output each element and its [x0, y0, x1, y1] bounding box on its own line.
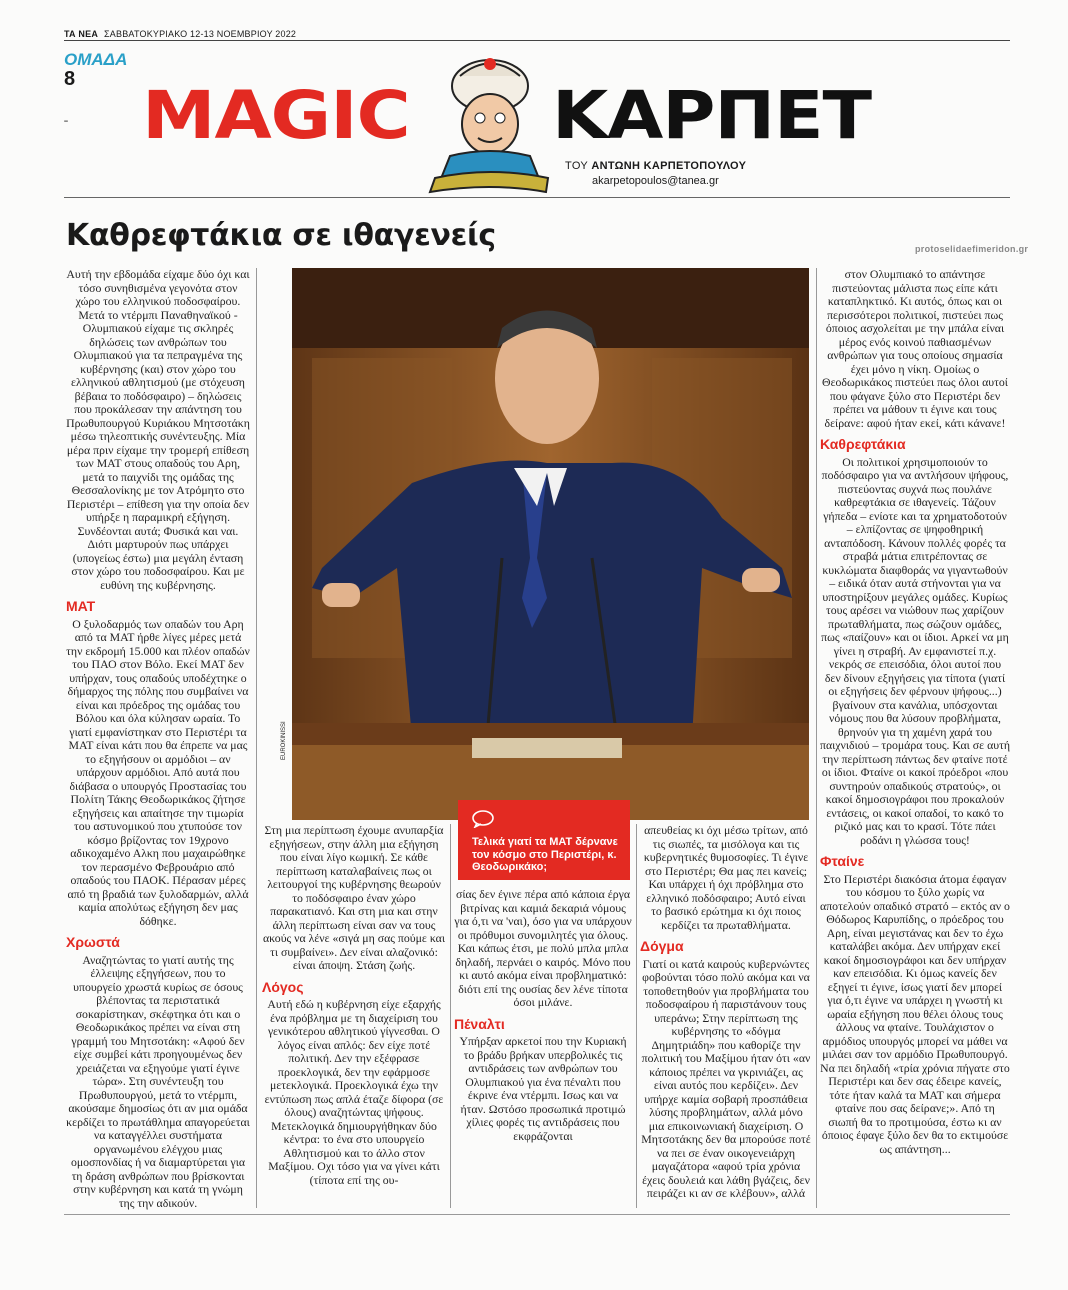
paragraph: Αυτή την εβδομάδα είχαμε δύο όχι και τόσο συνηθισμένα γεγονότα στον χώρο του ελληνικού ποδοσφαίρου. Μετά το ντέρμπι Παναθηναϊκού - Ολυμπιακού είχαμε τις σκληρές δηλώσεις των ανθρώπων του Ολυμπιακού για τα πεπραγμένα της κυβέρνησης (και) στον χώρο του ελληνικού αθλητισμού (με στόχευση βέβαια το ποδόσφαιρο) – δηλώσεις που προκάλεσαν την απάντηση του Πρωθυπουργού Κυριάκου Μητσοτάκη μέσω τηλεοπτικής συνέντευξης. Μία μέρα πριν είχαμε την τρομερή επίθεση των ΜΑΤ στους οπαδούς του Αρη, μετά το παιχνίδι της ομάδας της Θεσσαλονίκης με τον Ατρόμητο στο Περιστέρι – επίθεση για την οποία δεν υπήρξε η παραμικρή εξήγηση. Συνδέονται αυτά; Φυσικά και ναι. Διότι μαρτυρούν πως υπάρχει (υπογείως έστω) μια μεγάλη ένταση στον χώρο του ποδοσφαίρου. Και με ευθύνη της κυβέρνησης.	[66, 267, 250, 592]
pull-quote-text: Τελικά γιατί τα ΜΑΤ δέρνανε τον κόσμο στο Περιστέρι, κ. Θεοδωρικάκο;	[472, 836, 618, 873]
article-headline: Καθρεφτάκια σε ιθαγενείς	[66, 218, 496, 253]
bottom-rule	[64, 1214, 1010, 1215]
author-name: ΑΝΤΩΝΗ ΚΑΡΠΕΤΟΠΟΥΛΟΥ	[591, 160, 747, 172]
column-title-left: MAGIC	[142, 77, 410, 154]
subhead-xrwsta: Χρωστά	[66, 934, 120, 950]
paragraph: Αναζητώντας το γιατί αυτής της έλλειψης εξηγήσεων, που το υπουργείο χρωστά κυρίως σε όσους βλέποντας τα περιστατικά σοκαρίστηκαν, σκέφτηκα ότι και ο Θεοδωρικάκος πρέπει να είναι στη γραμμή του Μητσοτάκη: «Αφού δεν είχε συμβεί κάτι προηγουμένως δεν χρειάζεται να εξηγούμε γιατί έγινε τώρα». Στη συνέντευξη του Πρωθυπουργού, μετά το ντέρμπι, ακούσαμε δημοσίως ότι αν μια ομάδα κερδίζει το πρωτάθλημα απαγορεύεται να καταγγέλλει συστήματα οργανωμένου ελέγχου μιας ομοσπονδίας ή να διαμαρτύρεται για τη δράση ανθρώπων που βρίσκονται στην κυβέρνηση και κατά τη γνώμη της την αδικούν.	[66, 952, 250, 1210]
subhead-penalti: Πέναλτι	[454, 1015, 505, 1032]
column-divider	[636, 824, 637, 1208]
column-divider	[816, 268, 817, 1208]
section-label: ΟΜΑΔΑ	[64, 50, 128, 69]
byline-prefix: ΤΟΥ	[565, 160, 588, 172]
column-divider	[450, 824, 451, 1208]
header-rule	[64, 197, 1010, 198]
paragraph: Υπήρξαν αρκετοί που την Κυριακή το βράδυ βρήκαν υπερβολικές τις αντιδράσεις των ανθρώπων του Ολυμπιακού για ένα πέναλτι που έκρινε ένα ντέρμπι. Ισως και να ήταν. Ωστόσο προσωπικά προτιμώ χίλιες φορές τις αντιδράσεις που εκφράζονται	[459, 1034, 627, 1143]
subhead-mat: ΜΑΤ	[66, 598, 96, 614]
pull-quote-box	[458, 800, 630, 880]
caricature-illustration	[420, 46, 560, 196]
subhead-dogma: Δόγμα	[640, 938, 684, 954]
article-column-3	[454, 888, 632, 1147]
paragraph: Αυτή εδώ η κυβέρνηση είχε εξαρχής ένα πρόβλημα με τη διαχείριση του γενικότερου αθλητικού γίγνεσθαι. Ο λόγος είναι απλός: δεν είχε ποτέ πολιτική. Δεν την εξέφρασε προεκλογικά, δεν την εφάρμοσε μετεκλογικά. Προεκλογικά έχω την εντύπωση πως απλά έταζε δίφορα (σε όλους) αναζητώντας ψήφους. Μετεκλογικά δημιουργήθηκαν δύο κέντρα: το ένα στο υπουργείο Αθλητισμού και το άλλο στον Μαξίμου. Οχι τόσο για να γίνει κάτι (τίποτα επί της ου-	[264, 997, 444, 1187]
column-divider	[256, 268, 257, 1208]
paragraph: Ο ξυλοδαρμός των οπαδών του Αρη από τα ΜΑΤ ήρθε λίγες μέρες μετά την εκδρομή 15.000 και πλέον οπαδών του ΠΑΟ στον Βόλο. Εκεί ΜΑΤ δεν υπήρχαν, τους οπαδούς υποδέχτηκε ο δήμαρχος της πόλης που συμβαίνει να είναι και πρόεδρος της ομάδας του Βόλου και όλα κύλησαν ωραία. Το γιατί εμφανίστηκαν στο Περιστέρι τα ΜΑΤ είναι κάτι που θα έπρεπε να μας το εξηγήσουν οι αρμόδιοι – αν υπάρχουν αρμόδιοι. Από αυτά που διάβασα ο υπουργός Προστασίας του Πολίτη Τάκης Θεοδωρικάκος ζήτησε εξηγήσεις και απαίτησε την τιμωρία του αστυνομικού που χτυπούσε τον κόσμο βρίζοντας τον 19χρονο αδικοχαμένο Αλκη που μαχαιρώθηκε τον περασμένο Φεβρουάριο από οπαδούς του ΠΑΟΚ. Πέρασαν μέρες από τη βραδιά των ξυλοδαρμών, αλλά καμία απολύτως εξήγηση δεν μας δόθηκε.	[66, 616, 250, 928]
article-column-4	[640, 824, 812, 1205]
paragraph: Οι πολιτικοί χρησιμοποιούν το ποδόσφαιρο για να αντλήσουν ψήφους, πιστεύοντας συχνά πως πουλάνε καθρεφτάκια σε ιθαγενείς. Τάζουν γήπεδα – ενίοτε και τα χρηματοδοτούν – ελπίζοντας σε ψηφοθηρική ανταπόδοση. Κάνουν πολλές φορές τα στραβά μάτια επιτρέποντας σε κυκλώματα διαφθοράς να γιγαντωθούν – ειδικά όταν αυτά στήνονται για να υποστηρίξουν μεγάλες ομάδες. Κυρίως τους αρέσει να νιώθουν πως χαρίζουν πρωταθλήματα, πως σώζουν ομάδες, πως «παίζουν» και οι ίδιοι. Αρκεί να μη γίνει η στραβή. Αν εμφανιστεί π.χ. νεκρός σε επεισόδια, όλοι αυτοί που δεν δίνουν εξηγήσεις για τίποτα (γιατί οι εξηγήσεις δεν φέρνουν ψήφους...) βγαίνουν στα κανάλια, υπόσχονται νόμους που θα λύσουν προβλήματα, θρηνούν για τη χαμένη χαρά του παιχνιδιού – τρομάρα τους. Και σε αυτή την περίπτωση πάντως δεν φταίνε ποτέ οι ίδιοι. Φταίνε οι κακοί πρόεδροι «που συντηρούν οπαδικούς στρατούς», οι κακοί δημοσιογράφοι που προκαλούν εντάσεις, οι κακοί οπαδοί, το κακό το ριζικό μας και το κρασί. Τότε πάει ροδάνι η γλώσσα τους!	[820, 454, 1010, 847]
top-rule	[64, 40, 1010, 41]
article-column-5	[820, 268, 1010, 1160]
paragraph: στον Ολυμπιακό το απάντησε πιστεύοντας μάλιστα πως είπε κάτι καταπληκτικό. Κι αυτός, όπως και οι περισσότεροι πολιτικοί, πιστεύει πως όποιος ασχολείται με την μπάλα είναι μέρος ενός κοινού παθιασμένων ανθρώπων για τους οποίους σημασία έχει μόνο η νίκη. Ομοίως ο Θεοδωρικάκος πιστεύει πως όλοι αυτοί που φάγανε ξύλο στο Περιστέρι δεν πρέπει να μάθουν τι έγινε και τους δείρανε: αφού ήταν εκεί, κάτι κάνανε!	[822, 267, 1008, 430]
paragraph: Γιατί οι κατά καιρούς κυβερνώντες φοβούνται τόσο πολύ ακόμα και να τοποθετηθούν για προβλήματα του ποδοσφαίρου ή παριστάνουν τους υπεράνω; Στην περίπτωση της κυβέρνησης το «δόγμα Δημητριάδη» που καθορίζε την πολιτική του Μαξίμου ήταν ότι «αν κάποιος πρέπει να γκρινιάζει, ας είναι αυτός που κερδίζει». Δεν υπήρχε καμία σοβαρή προσπάθεια λύσης προβλημάτων, αλλά μόνο μια επικοινωνιακή διαχείριση. Ο Μητσοτάκης δεν θα μπορούσε ποτέ να πει σε έναν οικογενειάρχη μαγαζάτορα «αφού τρία χρόνια έχεις δουλειά και λάθη βγάζεις, δεν πειράζει κι αν σε κλέβουν», αλλά	[641, 956, 811, 1200]
paragraph: Στη μια περίπτωση έχουμε ανυπαρξία εξηγήσεων, στην άλλη μια εξήγηση που είναι λίγο κωμική. Σε κάθε περίπτωση καταλαβαίνεις πως οι λειτουργοί της κυβέρνησης θεωρούν το ποδόσφαιρο έναν χώρο παρακατιανό. Και στη μια και στην άλλη περίπτωση είναι σαν να τους ακούς να λένε «σιγά μη σας πούμε και τι συμβαίνει». Δεν είναι αλαζονικό: είναι άποψη. Στάση ζωής.	[262, 823, 446, 972]
paragraph: Στο Περιστέρι διακόσια άτομα έφαγαν του κόσμου το ξύλο χωρίς να αποτελούν οπαδικό στρατό – εκτός αν ο Θόδωρος Καρυπίδης, ο πρόεδρος του Αρη, είναι μεγιστάνας και δεν το έχω καταλάβει ακόμα. Δεν υπήρχαν εκεί κακοί δημοσιογράφοι και δεν υπήρχαν καν επεισόδια. Κι όμως κανείς δεν εξηγεί τι έγινε, ίσως γιατί δεν μπορεί για ό,τι έγινε να υπάρχει η γνωστή κι ωραία εξήγηση που θέλει όλους τους άλλους να φταίνε. Τουλάχιστον ο αρμόδιος υπουργός μπορεί να μάθει να μιλάει σαν τον αρμόδιο Πρωθυπουργό. Να πει δηλαδή «τρία χρόνια πήγατε στο Περιστέρι και δεν σας έδειρε κανείς, τότε ήταν καλά τα ΜΑΤ και σήμερα φταίνε που σας δείρανε;». Από τη σιωπή θα το προτιμούσα, έστω κι αν όποιος έφαγε ξύλο δεν θα το εκτιμούσε ως απάντηση...	[820, 871, 1010, 1156]
speech-bubble-icon	[472, 810, 494, 828]
paragraph: σίας δεν έγινε πέρα από κάποια έργα βιτρίνας και καμιά δεκαριά νόμους για ό,τι να 'ναι), όσο για να υπάρχουν οι πρόθυμοι συνομιλητές για όλους. Και κάπως έτσι, με πολύ μπλα μπλα δηλαδή, περνάει ο καιρός. Μόνο που κι αυτό ακόμα είναι προβληματικό: διότι επί της ουσίας δεν λένε τίποτα όσοι μιλάνε.	[454, 887, 632, 1009]
paragraph: απευθείας κι όχι μέσω τρίτων, από τις σιωπές, τα μισόλογα και τις κυβερνητικές θυμοσοφίες. Τι έγινε στο Περιστέρι; Θα μας πει κανείς; Και υπάρχει ή όχι πρόβλημα στο ελληνικό ποδόσφαιρο; Αυτό είναι το βασικό ερώτημα κι όχι ποιος κερδίζει τα πρωταθλήματα.	[643, 823, 809, 932]
photo-credit: EUROKINISSI	[281, 721, 287, 760]
article-column-1	[66, 268, 250, 1214]
byline	[565, 160, 746, 172]
dash-mark: ˗	[64, 112, 68, 126]
article-column-2	[262, 824, 446, 1191]
article-photo	[292, 268, 809, 820]
subhead-logos: Λόγος	[262, 978, 304, 995]
author-email[interactable]: akarpetopoulos@tanea.gr	[592, 175, 719, 187]
watermark-site: protoselidaefimeridon.gr	[915, 244, 1029, 254]
subhead-kathreftakia: Καθρεφτάκια	[820, 436, 906, 452]
page-number: 8	[64, 68, 76, 90]
issue-date: ΣΑΒΒΑΤΟΚΥΡΙΑΚΟ 12-13 ΝΟΕΜΒΡΙΟΥ 2022	[104, 29, 297, 39]
column-title-right: ΚΑΡΠΕΤ	[552, 77, 871, 154]
issue-line	[64, 29, 296, 39]
subhead-ftaine: Φταίνε	[820, 853, 865, 869]
paper-name: ΤΑ ΝΕΑ	[64, 29, 99, 39]
